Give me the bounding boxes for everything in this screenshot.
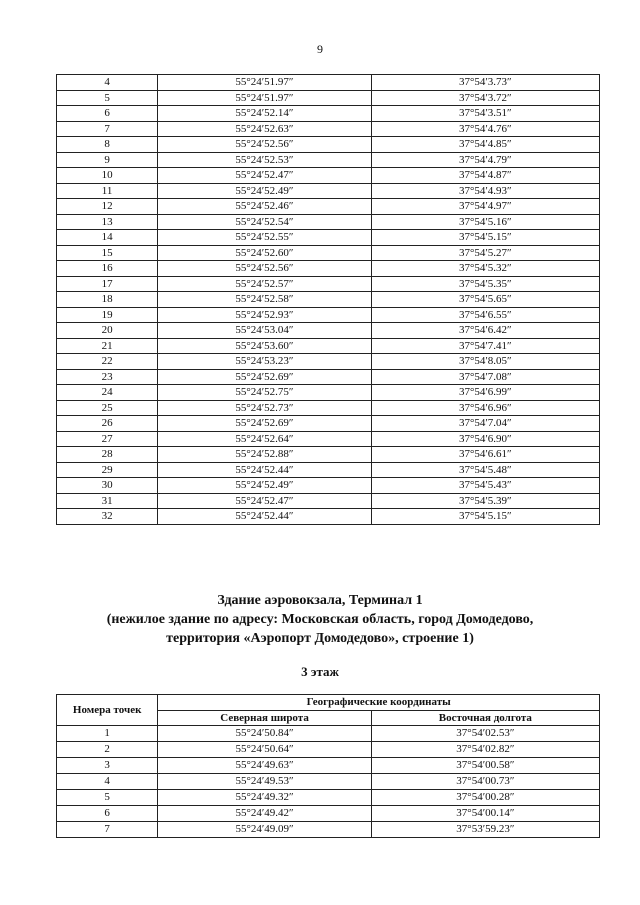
table-row bbox=[57, 462, 600, 478]
point-number: 27 bbox=[57, 431, 158, 447]
point-number: 11 bbox=[57, 183, 158, 199]
latitude-cell: 55°24′52.54″ bbox=[158, 214, 372, 230]
latitude-cell: 55°24′52.63″ bbox=[158, 121, 372, 137]
point-number: 28 bbox=[57, 447, 158, 463]
longitude-cell: 37°54′6.96″ bbox=[371, 400, 599, 416]
table-row bbox=[57, 245, 600, 261]
latitude-cell: 55°24′49.53″ bbox=[158, 774, 371, 790]
point-number: 2 bbox=[57, 742, 158, 758]
longitude-cell: 37°54′5.32″ bbox=[371, 261, 599, 277]
table-row bbox=[57, 400, 600, 416]
table-row bbox=[57, 806, 600, 822]
point-number: 21 bbox=[57, 338, 158, 354]
table-row bbox=[57, 168, 600, 184]
table-row bbox=[57, 726, 600, 742]
coordinates-table-body bbox=[57, 75, 600, 525]
latitude-cell: 55°24′52.64″ bbox=[158, 431, 372, 447]
table-row bbox=[57, 292, 600, 308]
latitude-cell: 55°24′52.93″ bbox=[158, 307, 372, 323]
table-row bbox=[57, 774, 600, 790]
longitude-cell: 37°54′3.73″ bbox=[371, 75, 599, 91]
table-row bbox=[57, 354, 600, 370]
table-row bbox=[57, 478, 600, 494]
longitude-cell: 37°54′5.65″ bbox=[371, 292, 599, 308]
latitude-cell: 55°24′52.60″ bbox=[158, 245, 372, 261]
point-number: 30 bbox=[57, 478, 158, 494]
point-number: 8 bbox=[57, 137, 158, 153]
longitude-cell: 37°54′6.90″ bbox=[371, 431, 599, 447]
table-row bbox=[57, 742, 600, 758]
table-row bbox=[57, 493, 600, 509]
table-row bbox=[57, 447, 600, 463]
header-longitude: Восточная долгота bbox=[371, 710, 599, 726]
longitude-cell: 37°54′3.72″ bbox=[371, 90, 599, 106]
longitude-cell: 37°54′5.39″ bbox=[371, 493, 599, 509]
point-number: 18 bbox=[57, 292, 158, 308]
latitude-cell: 55°24′52.69″ bbox=[158, 416, 372, 432]
point-number: 22 bbox=[57, 354, 158, 370]
longitude-cell: 37°54′7.41″ bbox=[371, 338, 599, 354]
floor-title: 3 этаж bbox=[301, 664, 339, 679]
latitude-cell: 55°24′51.97″ bbox=[158, 75, 372, 91]
table-row bbox=[57, 183, 600, 199]
table-row bbox=[57, 276, 600, 292]
point-number: 10 bbox=[57, 168, 158, 184]
latitude-cell: 55°24′50.84″ bbox=[158, 726, 371, 742]
point-number: 25 bbox=[57, 400, 158, 416]
table-row bbox=[57, 822, 600, 838]
table-row bbox=[57, 307, 600, 323]
point-number: 5 bbox=[57, 790, 158, 806]
point-number: 15 bbox=[57, 245, 158, 261]
table-row bbox=[57, 230, 600, 246]
table-row bbox=[57, 385, 600, 401]
table-row bbox=[57, 261, 600, 277]
latitude-cell: 55°24′52.69″ bbox=[158, 369, 372, 385]
longitude-cell: 37°54′5.15″ bbox=[371, 230, 599, 246]
latitude-cell: 55°24′52.49″ bbox=[158, 183, 372, 199]
point-number: 6 bbox=[57, 106, 158, 122]
section-address-line-2: территория «Аэропорт Домодедово», строение 1) bbox=[166, 631, 474, 646]
point-number: 4 bbox=[57, 774, 158, 790]
point-number: 9 bbox=[57, 152, 158, 168]
longitude-cell: 37°54′4.97″ bbox=[371, 199, 599, 215]
point-number: 24 bbox=[57, 385, 158, 401]
latitude-cell: 55°24′52.73″ bbox=[158, 400, 372, 416]
latitude-cell: 55°24′52.75″ bbox=[158, 385, 372, 401]
point-number: 4 bbox=[57, 75, 158, 91]
longitude-cell: 37°54′6.55″ bbox=[371, 307, 599, 323]
latitude-cell: 55°24′53.60″ bbox=[158, 338, 372, 354]
table-row bbox=[57, 106, 600, 122]
latitude-cell: 55°24′49.42″ bbox=[158, 806, 371, 822]
latitude-cell: 55°24′52.56″ bbox=[158, 261, 372, 277]
header-point-numbers: Номера точек bbox=[57, 695, 158, 726]
longitude-cell: 37°54′3.51″ bbox=[371, 106, 599, 122]
point-number: 29 bbox=[57, 462, 158, 478]
point-number: 20 bbox=[57, 323, 158, 339]
point-number: 17 bbox=[57, 276, 158, 292]
table-row bbox=[57, 790, 600, 806]
table-row bbox=[57, 121, 600, 137]
latitude-cell: 55°24′52.49″ bbox=[158, 478, 372, 494]
point-number: 32 bbox=[57, 509, 158, 525]
table-row bbox=[57, 137, 600, 153]
floor-coordinates-table bbox=[56, 694, 600, 838]
longitude-cell: 37°54′5.35″ bbox=[371, 276, 599, 292]
table-row bbox=[57, 338, 600, 354]
table-row bbox=[57, 758, 600, 774]
point-number: 5 bbox=[57, 90, 158, 106]
table-row bbox=[57, 416, 600, 432]
longitude-cell: 37°54′4.79″ bbox=[371, 152, 599, 168]
longitude-cell: 37°54′7.08″ bbox=[371, 369, 599, 385]
longitude-cell: 37°54′5.15″ bbox=[371, 509, 599, 525]
latitude-cell: 55°24′50.64″ bbox=[158, 742, 371, 758]
latitude-cell: 55°24′53.04″ bbox=[158, 323, 372, 339]
floor-coordinates-body bbox=[57, 726, 600, 838]
point-number: 16 bbox=[57, 261, 158, 277]
table-row bbox=[57, 509, 600, 525]
longitude-cell: 37°54′4.85″ bbox=[371, 137, 599, 153]
longitude-cell: 37°54′5.48″ bbox=[371, 462, 599, 478]
longitude-cell: 37°54′00.58″ bbox=[371, 758, 599, 774]
longitude-cell: 37°54′5.16″ bbox=[371, 214, 599, 230]
latitude-cell: 55°24′52.53″ bbox=[158, 152, 372, 168]
table-row bbox=[57, 431, 600, 447]
latitude-cell: 55°24′52.58″ bbox=[158, 292, 372, 308]
longitude-cell: 37°54′6.42″ bbox=[371, 323, 599, 339]
longitude-cell: 37°54′4.87″ bbox=[371, 168, 599, 184]
point-number: 26 bbox=[57, 416, 158, 432]
point-number: 31 bbox=[57, 493, 158, 509]
longitude-cell: 37°53′59.23″ bbox=[371, 822, 599, 838]
table-row bbox=[57, 75, 600, 91]
longitude-cell: 37°54′00.14″ bbox=[371, 806, 599, 822]
latitude-cell: 55°24′53.23″ bbox=[158, 354, 372, 370]
longitude-cell: 37°54′5.43″ bbox=[371, 478, 599, 494]
header-latitude: Северная широта bbox=[158, 710, 371, 726]
point-number: 14 bbox=[57, 230, 158, 246]
latitude-cell: 55°24′52.47″ bbox=[158, 168, 372, 184]
longitude-cell: 37°54′4.93″ bbox=[371, 183, 599, 199]
point-number: 7 bbox=[57, 822, 158, 838]
latitude-cell: 55°24′52.88″ bbox=[158, 447, 372, 463]
latitude-cell: 55°24′49.32″ bbox=[158, 790, 371, 806]
longitude-cell: 37°54′00.73″ bbox=[371, 774, 599, 790]
section-address-line: (нежилое здание по адресу: Московская область, город Домодедово, bbox=[106, 612, 534, 627]
table-header bbox=[57, 695, 600, 726]
latitude-cell: 55°24′52.14″ bbox=[158, 106, 372, 122]
table-row bbox=[57, 369, 600, 385]
point-number: 1 bbox=[57, 726, 158, 742]
table-row bbox=[57, 199, 600, 215]
point-number: 13 bbox=[57, 214, 158, 230]
latitude-cell: 55°24′52.46″ bbox=[158, 199, 372, 215]
point-number: 3 bbox=[57, 758, 158, 774]
latitude-cell: 55°24′52.44″ bbox=[158, 509, 372, 525]
latitude-cell: 55°24′49.63″ bbox=[158, 758, 371, 774]
table-row bbox=[57, 214, 600, 230]
longitude-cell: 37°54′00.28″ bbox=[371, 790, 599, 806]
table-row bbox=[57, 152, 600, 168]
longitude-cell: 37°54′02.82″ bbox=[371, 742, 599, 758]
latitude-cell: 55°24′52.55″ bbox=[158, 230, 372, 246]
longitude-cell: 37°54′7.04″ bbox=[371, 416, 599, 432]
latitude-cell: 55°24′52.56″ bbox=[158, 137, 372, 153]
latitude-cell: 55°24′49.09″ bbox=[158, 822, 371, 838]
point-number: 7 bbox=[57, 121, 158, 137]
point-number: 12 bbox=[57, 199, 158, 215]
table-row bbox=[57, 323, 600, 339]
latitude-cell: 55°24′52.44″ bbox=[158, 462, 372, 478]
longitude-cell: 37°54′6.61″ bbox=[371, 447, 599, 463]
longitude-cell: 37°54′02.53″ bbox=[371, 726, 599, 742]
latitude-cell: 55°24′52.47″ bbox=[158, 493, 372, 509]
longitude-cell: 37°54′4.76″ bbox=[371, 121, 599, 137]
table-row bbox=[57, 90, 600, 106]
point-number: 6 bbox=[57, 806, 158, 822]
point-number: 19 bbox=[57, 307, 158, 323]
header-geo-coordinates: Географические координаты bbox=[158, 695, 600, 711]
longitude-cell: 37°54′6.99″ bbox=[371, 385, 599, 401]
point-number: 23 bbox=[57, 369, 158, 385]
latitude-cell: 55°24′51.97″ bbox=[158, 90, 372, 106]
latitude-cell: 55°24′52.57″ bbox=[158, 276, 372, 292]
coordinates-table-continued bbox=[56, 74, 600, 525]
page-number: 9 bbox=[317, 42, 323, 56]
longitude-cell: 37°54′5.27″ bbox=[371, 245, 599, 261]
section-title: Здание аэровокзала, Терминал 1 bbox=[217, 593, 423, 608]
longitude-cell: 37°54′8.05″ bbox=[371, 354, 599, 370]
